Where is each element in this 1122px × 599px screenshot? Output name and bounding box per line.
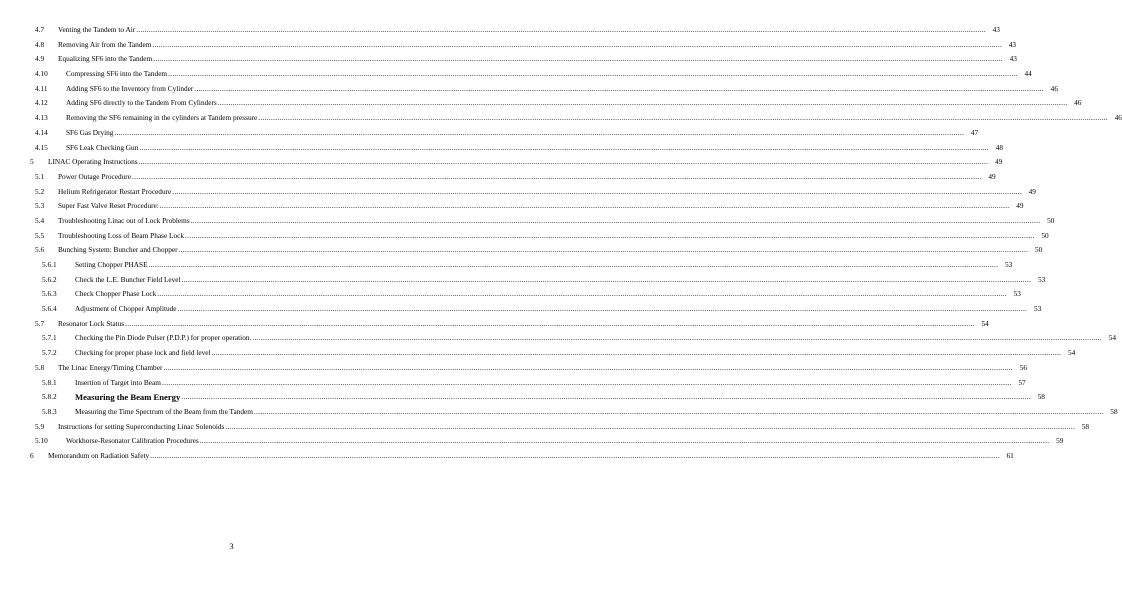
toc-entry[interactable] [0, 331, 1117, 346]
toc-page-number: 50 [1034, 245, 1043, 255]
toc-page-number: 49 [988, 171, 996, 181]
table-of-contents [0, 23, 1122, 464]
toc-entry-line [75, 331, 1117, 346]
dot-leader: ................................................................................................................................................................................................................................................................................................................................................................................................................ [161, 377, 1012, 387]
toc-entry[interactable] [0, 38, 1017, 53]
toc-title[interactable]: Equalizing SF6 into the Tandem [58, 54, 153, 64]
dot-leader: ................................................................................................................................................................................................................................................................................................................................................................................................................ [159, 201, 1010, 211]
toc-entry[interactable] [0, 170, 996, 185]
dot-leader: ................................................................................................................................................................................................................................................................................................................................................................................................................ [152, 39, 1003, 49]
toc-page-number: 47 [970, 127, 979, 137]
dot-leader: ................................................................................................................................................................................................................................................................................................................................................................................................................ [252, 333, 1103, 343]
toc-title[interactable]: The Linac Energy/Timing Chamber [58, 362, 163, 372]
toc-entry-line [75, 258, 1013, 273]
toc-entry[interactable] [0, 96, 1082, 111]
toc-entry[interactable] [0, 23, 1000, 38]
toc-entry[interactable] [0, 390, 1045, 405]
toc-entry[interactable] [0, 258, 1013, 273]
dot-leader: ................................................................................................................................................................................................................................................................................................................................................................................................................ [185, 230, 1035, 240]
toc-entry[interactable] [0, 273, 1046, 288]
toc-page-number: 57 [1018, 377, 1026, 387]
toc-page-number: 56 [1019, 362, 1028, 372]
toc-entry-line [75, 302, 1042, 317]
toc-entry-line [66, 111, 1122, 126]
toc-section-number: 5 [30, 157, 34, 167]
toc-title[interactable]: Adding SF6 directly to the Tandem From Cylinders [66, 98, 217, 108]
dot-leader: ................................................................................................................................................................................................................................................................................................................................................................................................................ [114, 127, 965, 137]
toc-entry-line [58, 199, 1024, 214]
toc-section-number: 5.3 [35, 201, 45, 211]
dot-leader: ................................................................................................................................................................................................................................................................................................................................................................................................................ [199, 436, 1050, 446]
toc-section-number: 5.8.1 [42, 377, 57, 387]
dot-leader: ................................................................................................................................................................................................................................................................................................................................................................................................................ [125, 318, 975, 328]
dot-leader: ................................................................................................................................................................................................................................................................................................................................................................................................................ [211, 348, 1062, 358]
toc-page-number: 49 [994, 157, 1003, 167]
toc-section-number: 5.6.3 [42, 289, 57, 299]
toc-title[interactable]: Checking the Pin Diode Pulser (P.D.P.) for proper operation. [75, 333, 252, 343]
toc-page-number: 49 [1028, 186, 1036, 196]
toc-entry[interactable] [0, 155, 1003, 170]
toc-section-number: 5.8.3 [42, 406, 57, 416]
dot-leader: ................................................................................................................................................................................................................................................................................................................................................................................................................ [258, 113, 1108, 123]
dot-leader: ................................................................................................................................................................................................................................................................................................................................................................................................................ [194, 83, 1044, 93]
toc-section-number: 4.11 [35, 83, 48, 93]
toc-section-number: 4.13 [35, 113, 48, 123]
toc-entry-line [48, 155, 1003, 170]
toc-entry-line [58, 38, 1017, 53]
toc-title[interactable]: Removing the SF6 remaining in the cylinders at Tandem pressure [66, 113, 258, 123]
toc-title[interactable]: Adjustment of Chopper Amplitude [75, 304, 177, 314]
toc-section-number: 4.12 [35, 98, 48, 108]
toc-title[interactable]: SF6 Leak Checking Gun [66, 142, 139, 152]
toc-entry-line [58, 420, 1090, 435]
toc-entry[interactable] [0, 376, 1026, 391]
dot-leader: ................................................................................................................................................................................................................................................................................................................................................................................................................ [153, 54, 1003, 64]
dot-leader: ................................................................................................................................................................................................................................................................................................................................................................................................................ [163, 362, 1014, 372]
toc-title[interactable]: Venting the Tandem to Air [58, 25, 136, 34]
toc-section-number: 4.7 [35, 25, 45, 34]
dot-leader: ................................................................................................................................................................................................................................................................................................................................................................................................................ [131, 171, 982, 181]
toc-page-number: 54 [981, 318, 989, 328]
toc-entry[interactable] [0, 287, 1021, 302]
toc-entry[interactable] [0, 126, 979, 141]
toc-entry-line [58, 170, 996, 185]
toc-entry[interactable] [0, 111, 1122, 126]
toc-page-number: 43 [1008, 39, 1017, 49]
toc-entry-line [58, 243, 1043, 258]
toc-entry[interactable] [0, 82, 1058, 97]
toc-page-number: 53 [1037, 274, 1046, 284]
page-number: 3 [229, 541, 234, 551]
dot-leader: ................................................................................................................................................................................................................................................................................................................................................................................................................ [148, 260, 999, 269]
toc-page-number: 53 [1004, 260, 1013, 269]
toc-section-number: 4.14 [35, 127, 48, 137]
dot-leader: ................................................................................................................................................................................................................................................................................................................................................................................................................ [190, 215, 1041, 225]
toc-title[interactable]: Power Outage Procedure [58, 171, 131, 181]
toc-title[interactable]: Insertion of Target into Beam [75, 377, 161, 387]
toc-entry-line [58, 361, 1028, 376]
toc-page-number: 54 [1067, 348, 1076, 358]
toc-title[interactable]: Bunching System: Buncher and Chopper [58, 245, 178, 255]
toc-page-number: 46 [1114, 113, 1122, 123]
toc-entry-line [66, 126, 979, 141]
toc-entry[interactable] [0, 302, 1042, 317]
toc-title[interactable]: Instructions for setting Superconducting Linac Solenoids [58, 421, 225, 431]
toc-entry-line [75, 390, 1045, 405]
toc-title[interactable]: Workhorse-Resonator Calibration Procedures [66, 436, 199, 446]
toc-entry-line [66, 82, 1058, 97]
toc-entry-line [58, 214, 1055, 229]
toc-title[interactable]: Helium Refrigerator Restart Procedure [58, 186, 172, 196]
toc-section-number: 5.10 [35, 436, 48, 446]
toc-page-number: 43 [1009, 54, 1017, 64]
toc-page-number: 54 [1108, 333, 1117, 343]
toc-entry[interactable] [0, 449, 1014, 464]
toc-entry[interactable] [0, 361, 1028, 376]
toc-section-number: 5.7.1 [42, 333, 57, 343]
toc-section-number: 5.6.4 [42, 304, 57, 314]
toc-page-number: 53 [1013, 289, 1021, 299]
toc-page-number: 53 [1033, 304, 1042, 314]
toc-entry-line [48, 449, 1014, 464]
toc-page-number: 61 [1006, 450, 1014, 460]
dot-leader: ................................................................................................................................................................................................................................................................................................................................................................................................................ [139, 142, 990, 152]
toc-title[interactable]: Measuring the Beam Energy [75, 392, 181, 403]
toc-entry-line [66, 96, 1082, 111]
toc-section-number: 4.15 [35, 142, 48, 152]
toc-title[interactable]: Troubleshooting Loss of Beam Phase Lock [58, 230, 184, 240]
dot-leader: ................................................................................................................................................................................................................................................................................................................................................................................................................ [178, 245, 1029, 255]
toc-title[interactable]: Troubleshooting Linac out of Lock Problems [58, 215, 190, 225]
toc-entry[interactable] [0, 243, 1043, 258]
toc-section-number: 5.9 [35, 421, 45, 431]
toc-section-number: 5.2 [35, 186, 45, 196]
toc-entry-line [58, 229, 1049, 244]
toc-entry-line [75, 346, 1076, 361]
toc-entry-line [75, 405, 1118, 420]
toc-entry[interactable] [0, 141, 1004, 156]
toc-title[interactable]: SF6 Gas Drying [66, 127, 114, 137]
toc-entry-line [58, 317, 989, 332]
toc-page-number: 58 [1037, 392, 1045, 402]
toc-page-number: 46 [1074, 98, 1082, 108]
toc-section-number: 4.8 [35, 39, 45, 49]
dot-leader: ................................................................................................................................................................................................................................................................................................................................................................................................................ [217, 98, 1068, 108]
toc-section-number: 5.4 [35, 215, 45, 225]
toc-entry[interactable] [0, 229, 1049, 244]
toc-title[interactable]: Memorandum on Radiation Safety [48, 450, 150, 460]
toc-page-number: 58 [1110, 406, 1118, 416]
dot-leader: ................................................................................................................................................................................................................................................................................................................................................................................................................ [157, 289, 1007, 299]
toc-title[interactable]: LINAC Operating Instructions [48, 157, 138, 167]
toc-section-number: 4.10 [35, 69, 48, 79]
toc-title[interactable]: Checking for proper phase lock and field level [75, 348, 211, 358]
toc-page-number: 49 [1016, 201, 1024, 211]
toc-entry-line [66, 434, 1064, 449]
toc-title[interactable]: Setting Chopper PHASE [75, 260, 148, 269]
toc-page-number: 58 [1081, 421, 1090, 431]
dot-leader: ................................................................................................................................................................................................................................................................................................................................................................................................................ [225, 421, 1076, 431]
toc-section-number: 5.6 [35, 245, 45, 255]
toc-title[interactable]: Super Fast Valve Reset Procedure: [58, 201, 159, 211]
dot-leader: ................................................................................................................................................................................................................................................................................................................................................................................................................ [168, 69, 1018, 79]
toc-title[interactable]: Adding SF6 to the Inventory from Cylinder [66, 83, 194, 93]
toc-entry[interactable] [0, 67, 1032, 82]
toc-entry[interactable] [0, 214, 1055, 229]
dot-leader: ................................................................................................................................................................................................................................................................................................................................................................................................................ [177, 304, 1028, 314]
toc-entry-line [75, 273, 1046, 288]
toc-entry[interactable] [0, 434, 1064, 449]
toc-title[interactable]: Removing Air from the Tandem [58, 39, 152, 49]
toc-section-number: 5.8.2 [42, 392, 57, 402]
toc-page-number: 50 [1041, 230, 1049, 240]
toc-page-number: 43 [992, 25, 1000, 34]
toc-page-number: 48 [995, 142, 1004, 152]
toc-title[interactable]: Resonator Lock Status [58, 318, 125, 328]
toc-entry-line [66, 141, 1004, 156]
toc-entry-line [75, 376, 1026, 391]
dot-leader: ................................................................................................................................................................................................................................................................................................................................................................................................................ [253, 406, 1104, 416]
dot-leader: ................................................................................................................................................................................................................................................................................................................................................................................................................ [138, 157, 989, 167]
toc-entry-line [58, 52, 1017, 67]
toc-page-number: 46 [1050, 83, 1058, 93]
toc-title[interactable]: Check the L.E. Buncher Field Level [75, 274, 181, 284]
toc-section-number: 5.6.1 [42, 260, 57, 269]
toc-page-number: 59 [1056, 436, 1064, 446]
toc-entry[interactable] [0, 199, 1024, 214]
toc-entry[interactable] [0, 405, 1118, 420]
dot-leader: ................................................................................................................................................................................................................................................................................................................................................................................................................ [136, 25, 986, 34]
toc-title[interactable]: Compressing SF6 into the Tandem [66, 69, 168, 79]
toc-section-number: 5.8 [35, 362, 45, 372]
toc-section-number: 5.7.2 [42, 348, 57, 358]
toc-section-number: 5.6.2 [42, 274, 57, 284]
toc-title[interactable]: Check Chopper Phase Lock [75, 289, 157, 299]
toc-entry-line [58, 23, 1000, 38]
toc-entry[interactable] [0, 52, 1017, 67]
toc-entry[interactable] [0, 185, 1036, 200]
toc-section-number: 6 [30, 450, 34, 460]
toc-section-number: 5.7 [35, 318, 45, 328]
toc-title[interactable]: Measuring the Time Spectrum of the Beam from the Tandem [75, 406, 253, 416]
toc-entry[interactable] [0, 317, 989, 332]
dot-leader: ................................................................................................................................................................................................................................................................................................................................................................................................................ [181, 274, 1032, 284]
toc-page-number: 44 [1024, 69, 1032, 79]
toc-page-number: 50 [1047, 215, 1055, 225]
toc-section-number: 5.1 [35, 171, 45, 181]
toc-entry-line [75, 287, 1021, 302]
toc-section-number: 4.9 [35, 54, 45, 64]
toc-section-number: 5.5 [35, 230, 45, 240]
toc-entry-line [58, 185, 1036, 200]
toc-entry[interactable] [0, 346, 1076, 361]
dot-leader: ................................................................................................................................................................................................................................................................................................................................................................................................................ [181, 392, 1031, 402]
toc-entry-line [66, 67, 1032, 82]
toc-entry[interactable] [0, 420, 1090, 435]
dot-leader: ................................................................................................................................................................................................................................................................................................................................................................................................................ [150, 450, 1000, 460]
dot-leader: ................................................................................................................................................................................................................................................................................................................................................................................................................ [172, 186, 1022, 196]
